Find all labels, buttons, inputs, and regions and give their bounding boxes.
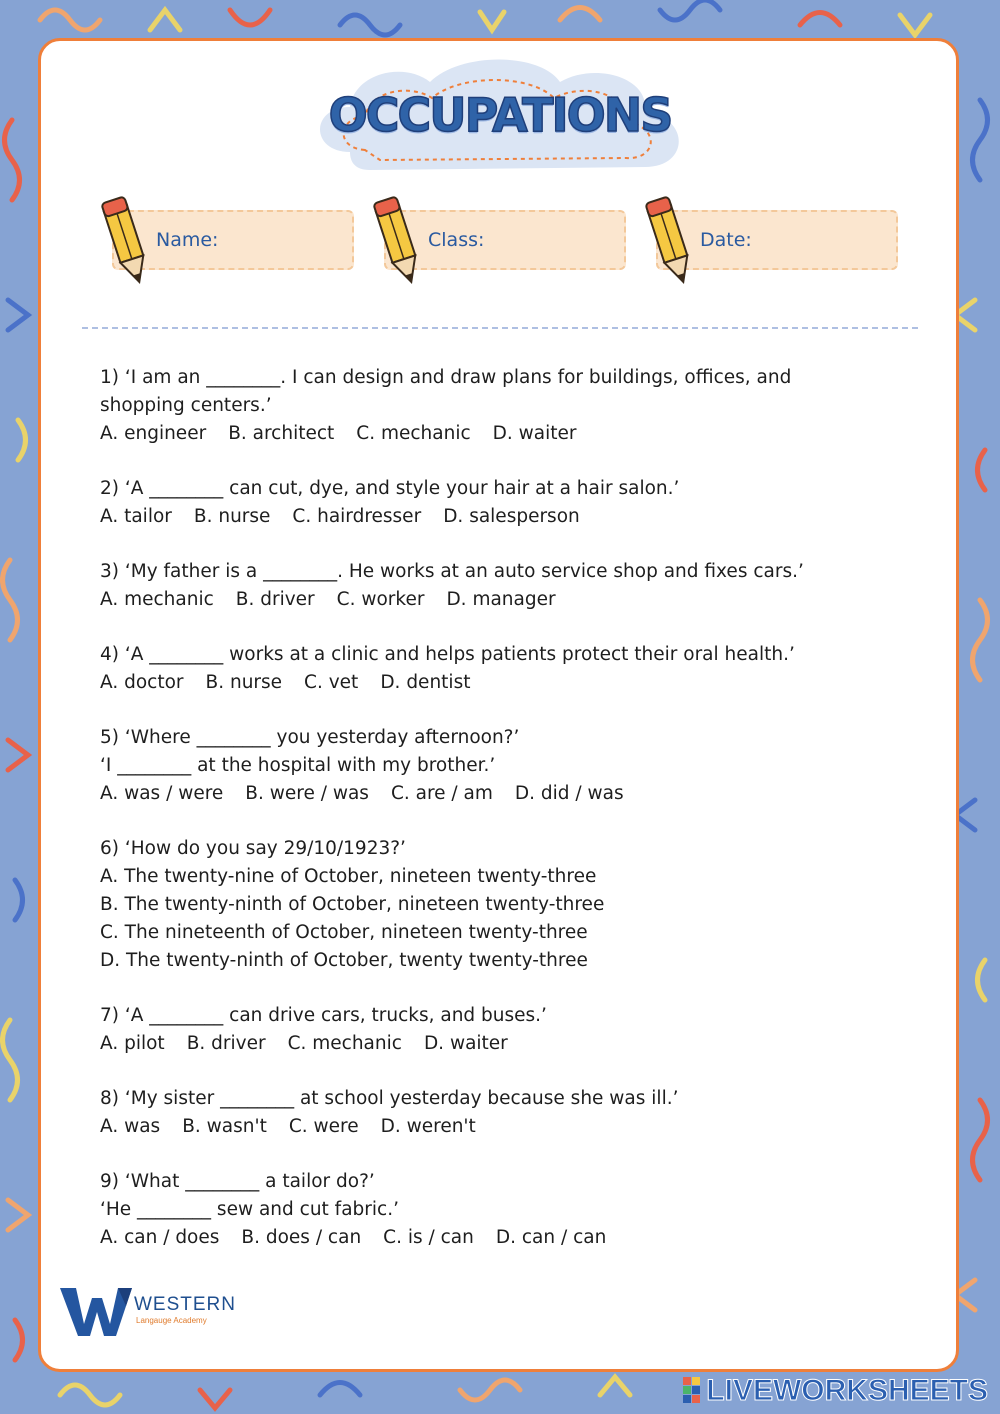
answer-option[interactable]: B. wasn't <box>182 1116 267 1137</box>
answer-option[interactable]: C. is / can <box>383 1227 474 1248</box>
liveworksheets-logo-icon <box>683 1377 701 1405</box>
question-item <box>100 558 920 614</box>
answer-options <box>100 1113 920 1141</box>
answer-option[interactable]: A. pilot <box>100 1033 165 1054</box>
answer-option[interactable]: D. weren't <box>380 1116 476 1137</box>
answer-option[interactable]: D. salesperson <box>443 506 580 527</box>
date-label: Date: <box>700 229 752 251</box>
answer-option[interactable]: D. did / was <box>514 783 624 804</box>
answer-option[interactable]: D. manager <box>446 589 556 610</box>
question-item <box>100 1002 920 1058</box>
answer-options <box>100 1224 920 1252</box>
question-text: 6) ‘How do you say 29/10/1923?’ <box>100 838 406 859</box>
answer-option[interactable]: C. are / am <box>390 783 493 804</box>
answer-options <box>100 669 920 697</box>
answer-options <box>100 420 920 448</box>
question-item <box>100 475 920 531</box>
pencil-icon <box>100 192 152 290</box>
answer-option[interactable]: C. hairdresser <box>292 506 422 527</box>
answer-option[interactable]: D. can / can <box>495 1227 607 1248</box>
question-item <box>100 724 920 808</box>
logo-name: WESTERN <box>134 1294 236 1315</box>
answer-option[interactable]: D. The twenty-ninth of October, twenty twenty-three <box>100 950 588 971</box>
answer-options <box>100 503 920 531</box>
answer-option[interactable]: C. vet <box>304 672 359 693</box>
answer-option[interactable]: D. waiter <box>423 1033 508 1054</box>
answer-option[interactable]: C. were <box>288 1116 359 1137</box>
liveworksheets-text: LIVEWORKSHEETS <box>706 1374 988 1407</box>
question-text: 2) ‘A ________ can cut, dye, and style your hair at a hair salon.’ <box>100 478 680 499</box>
question-text: 5) ‘Where ________ you yesterday afternoon?’ <box>100 727 520 748</box>
answer-options <box>100 780 920 808</box>
class-label: Class: <box>428 229 485 251</box>
pencil-icon <box>644 192 696 290</box>
question-item <box>100 364 920 448</box>
answer-option[interactable]: B. nurse <box>205 672 283 693</box>
answer-options <box>100 1030 920 1058</box>
answer-option[interactable]: D. waiter <box>492 423 577 444</box>
answer-option[interactable]: B. driver <box>186 1033 266 1054</box>
answer-option[interactable]: A. mechanic <box>100 589 214 610</box>
question-item <box>100 835 920 975</box>
question-text: 4) ‘A ________ works at a clinic and helps patients protect their oral health.’ <box>100 644 795 665</box>
answer-option[interactable]: A. was / were <box>100 783 224 804</box>
answer-options <box>100 586 920 614</box>
question-item <box>100 641 920 697</box>
answer-option[interactable]: C. The nineteenth of October, nineteen twenty-three <box>100 922 588 943</box>
question-text: ‘I ________ at the hospital with my brother.’ <box>100 755 496 776</box>
answer-option[interactable]: B. were / was <box>245 783 369 804</box>
answer-option[interactable]: D. dentist <box>380 672 471 693</box>
answer-option[interactable]: B. nurse <box>193 506 271 527</box>
name-label: Name: <box>156 229 219 251</box>
question-text: 8) ‘My sister ________ at school yesterday because she was ill.’ <box>100 1088 679 1109</box>
liveworksheets-watermark <box>683 1374 988 1408</box>
answer-option[interactable]: A. engineer <box>100 423 207 444</box>
question-text: ‘He ________ sew and cut fabric.’ <box>100 1199 399 1220</box>
question-item <box>100 1168 920 1252</box>
answer-option[interactable]: B. The twenty-ninth of October, nineteen twenty-three <box>100 894 605 915</box>
question-text: 1) ‘I am an ________. I can design and draw plans for buildings, offices, and <box>100 367 792 388</box>
answer-option[interactable]: C. mechanic <box>356 423 471 444</box>
answer-option[interactable]: B. driver <box>235 589 315 610</box>
answer-option[interactable]: A. can / does <box>100 1227 220 1248</box>
question-text: 7) ‘A ________ can drive cars, trucks, and buses.’ <box>100 1005 547 1026</box>
question-text: 9) ‘What ________ a tailor do?’ <box>100 1171 375 1192</box>
logo-w-icon <box>60 1284 134 1338</box>
answer-option[interactable]: B. does / can <box>241 1227 362 1248</box>
answer-option[interactable]: A. tailor <box>100 506 172 527</box>
answer-option[interactable]: A. doctor <box>100 672 184 693</box>
page-title: OCCUPATIONS <box>328 88 672 142</box>
question-text: 3) ‘My father is a ________. He works at an auto service shop and fixes cars.’ <box>100 561 804 582</box>
question-text: shopping centers.’ <box>100 395 272 416</box>
logo-subtitle: Langauge Academy <box>136 1316 207 1325</box>
pencil-icon <box>372 192 424 290</box>
question-list <box>100 364 920 1279</box>
answer-option[interactable]: A. The twenty-nine of October, nineteen twenty-three <box>100 866 597 887</box>
divider <box>82 327 918 329</box>
question-item <box>100 1085 920 1141</box>
answer-option[interactable]: A. was <box>100 1116 161 1137</box>
answer-option[interactable]: C. mechanic <box>287 1033 402 1054</box>
answer-option[interactable]: B. architect <box>228 423 335 444</box>
answer-option[interactable]: C. worker <box>336 589 425 610</box>
